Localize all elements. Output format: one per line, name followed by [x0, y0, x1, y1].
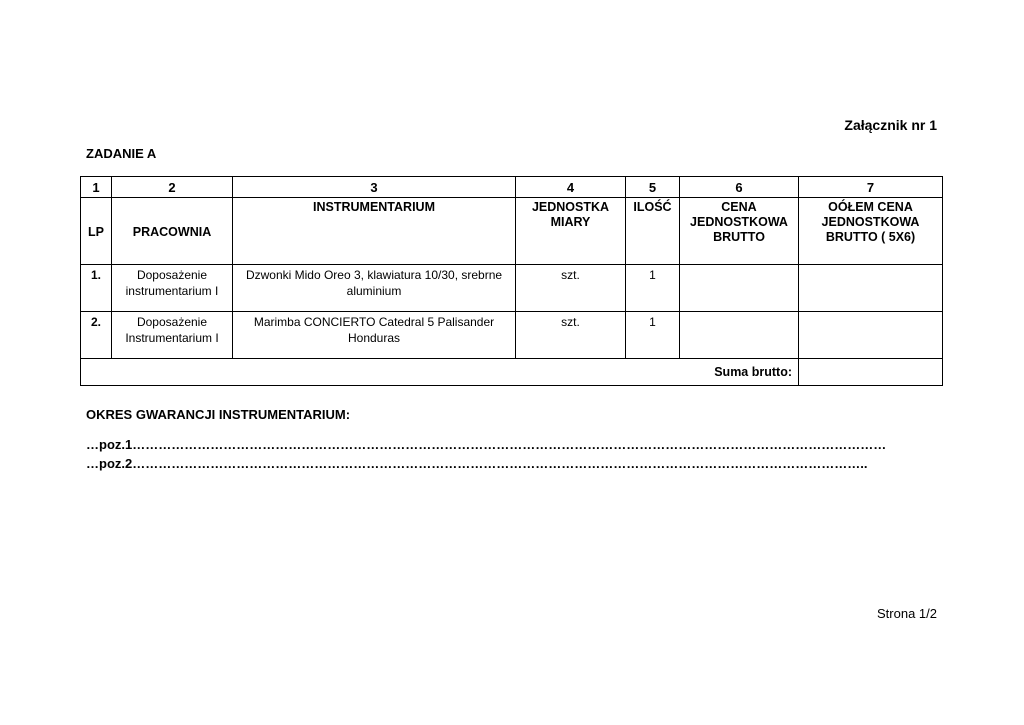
row-price-cell: [680, 265, 799, 312]
row-qty: 1: [626, 265, 680, 312]
header-jednostka: JEDNOSTKA MIARY: [516, 198, 626, 265]
warranty-title: OKRES GWARANCJI INSTRUMENTARIUM:: [86, 407, 351, 422]
header-pracownia: PRACOWNIA: [112, 198, 233, 265]
header-cena: CENA JEDNOSTKOWA BRUTTO: [680, 198, 799, 265]
column-number: 1: [81, 177, 112, 198]
column-number: 4: [516, 177, 626, 198]
row-price-cell: [680, 312, 799, 359]
row-instrument: Marimba CONCIERTO Catedral 5 Palisander Honduras: [233, 312, 516, 359]
warranty-pos-2: …poz.2……………………………………………………………………………………………………………………………………………………..: [86, 456, 868, 471]
page-number: Strona 1/2: [877, 606, 937, 621]
row-unit: szt.: [516, 312, 626, 359]
header-ilosc: ILOŚĆ: [626, 198, 680, 265]
row-unit: szt.: [516, 265, 626, 312]
row-instrument: Dzwonki Mido Oreo 3, klawiatura 10/30, srebrne aluminium: [233, 265, 516, 312]
sum-value-cell: [799, 359, 943, 386]
row-total-cell: [799, 265, 943, 312]
column-number: 2: [112, 177, 233, 198]
header-lp: LP: [81, 198, 112, 265]
task-title: ZADANIE A: [86, 146, 157, 161]
column-number-row: [81, 177, 943, 198]
row-total-cell: [799, 312, 943, 359]
row-lab: Doposażenie Instrumentarium I: [112, 312, 233, 359]
table-row: [81, 265, 943, 312]
row-lp: 1.: [81, 265, 112, 312]
column-number: 6: [680, 177, 799, 198]
column-number: 7: [799, 177, 943, 198]
header-instrumentarium: INSTRUMENTARIUM: [233, 198, 516, 265]
sum-label: Suma brutto:: [81, 359, 799, 386]
column-number: 5: [626, 177, 680, 198]
header-row: [81, 198, 943, 265]
row-lp: 2.: [81, 312, 112, 359]
row-lab: Doposażenie instrumentarium I: [112, 265, 233, 312]
pricing-table: [80, 176, 943, 386]
sum-row: [81, 359, 943, 386]
warranty-pos-1: …poz.1…………………………………………………………………………………………………………………………………………………………: [86, 437, 887, 452]
header-ogolem: OÓŁEM CENA JEDNOSTKOWA BRUTTO ( 5X6): [799, 198, 943, 265]
attachment-label: Załącznik nr 1: [844, 117, 937, 133]
table-row: [81, 312, 943, 359]
row-qty: 1: [626, 312, 680, 359]
column-number: 3: [233, 177, 516, 198]
